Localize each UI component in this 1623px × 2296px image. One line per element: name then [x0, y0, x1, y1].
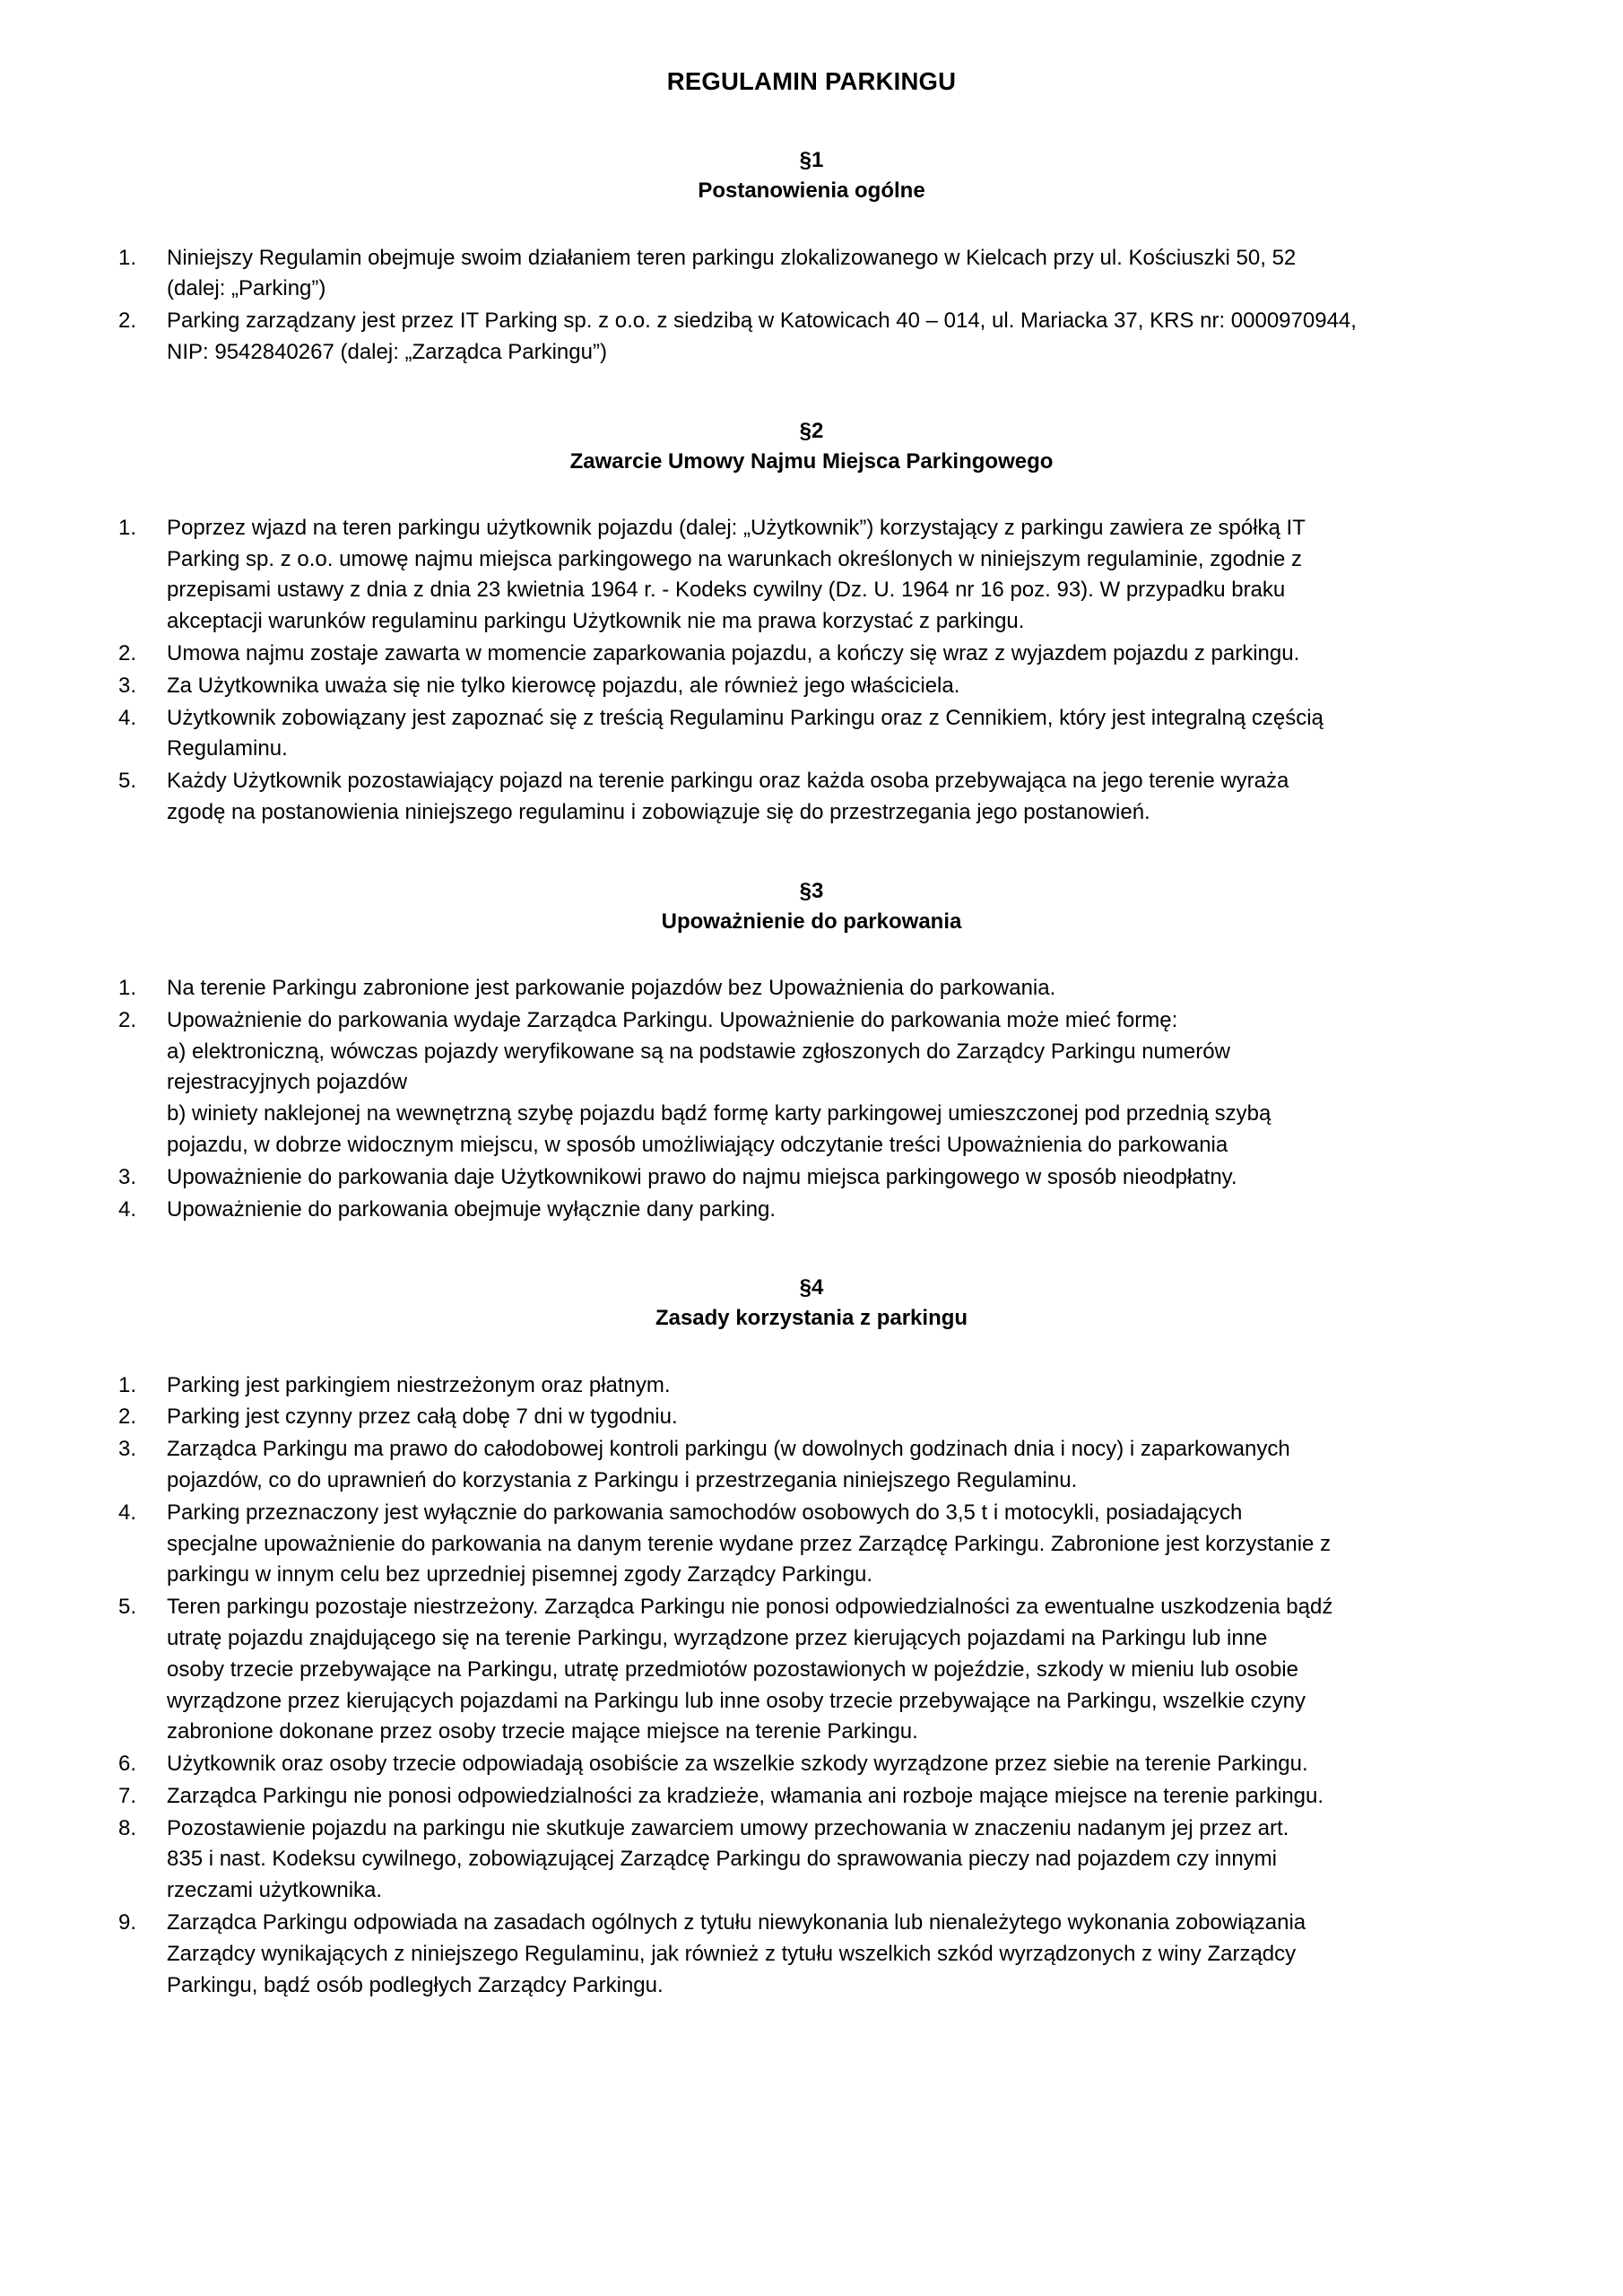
clause-number: 2.	[118, 1405, 137, 1430]
section-subtitle: Zawarcie Umowy Najmu Miejsca Parkingowego	[569, 448, 1054, 474]
clause-number: 1.	[118, 515, 137, 540]
clause-number: 3.	[118, 1164, 137, 1189]
clause-line: pojazdu, w dobrze widocznym miejscu, w sposób umożliwiający odczytanie treści Upoważnienia do parkowania	[167, 1132, 1228, 1157]
clause-number: 1.	[118, 245, 137, 270]
heading-spacer	[106, 483, 1517, 513]
clause-number: 8.	[118, 1815, 137, 1840]
clause-item	[106, 1749, 1517, 1780]
clause-line: Parking zarządzany jest przez IT Parking sp. z o.o. z siedzibą w Katowicach 40 – 014, ul. Mariacka 37, KRS nr: 0000970944,	[167, 309, 1357, 334]
clause-line: specjalne upoważnienie do parkowania na danym terenie wydane przez Zarządcę Parkingu. Zabronione jest korzystanie z	[167, 1531, 1332, 1556]
clause-item	[106, 306, 1517, 369]
clause-list	[106, 1370, 1517, 2002]
clause-list	[106, 973, 1517, 1225]
clause-number: 5.	[118, 769, 137, 794]
clause-number: 9.	[118, 1910, 137, 1935]
clause-line: przepisami ustawy z dnia z dnia 23 kwietnia 1964 r. - Kodeks cywilny (Dz. U. 1964 nr 16 poz. 93). W przypadku braku	[167, 578, 1286, 603]
heading-spacer	[106, 943, 1517, 973]
clause-list	[106, 513, 1517, 829]
clause-number: 6.	[118, 1752, 137, 1777]
document-section	[106, 416, 1517, 829]
section-heading	[106, 416, 1517, 477]
section-spacer	[106, 370, 1517, 416]
clause-number: 2.	[118, 1007, 137, 1032]
section-spacer	[106, 1226, 1517, 1273]
clause-item	[106, 1592, 1517, 1748]
clause-number: 4.	[118, 1500, 137, 1525]
clause-line: parkingu w innym celu bez uprzedniej pisemnej zgody Zarządcy Parkingu.	[167, 1562, 873, 1587]
clause-item	[106, 671, 1517, 702]
clause-line: b) winiety naklejonej na wewnętrzną szybę pojazdu bądź formę karty parkingowej umieszczonej pod przednią szybą	[167, 1101, 1271, 1126]
clause-line: zgodę na postanowienia niniejszego regulaminu i zobowiązuje się do przestrzegania jego postanowień.	[167, 800, 1150, 825]
clause-line: NIP: 9542840267 (dalej: „Zarządca Parkingu”)	[167, 339, 607, 364]
clause-item	[106, 639, 1517, 670]
section-heading	[106, 876, 1517, 937]
clause-line: rzeczami użytkownika.	[167, 1878, 383, 1903]
clause-line: Parking jest parkingiem niestrzeżonym oraz płatnym.	[167, 1372, 671, 1397]
clause-item	[106, 766, 1517, 829]
clause-line: Użytkownik oraz osoby trzecie odpowiadają osobiście za wszelkie szkody wyrządzone przez siebie na terenie Parkingu.	[167, 1752, 1308, 1777]
clause-item	[106, 1162, 1517, 1194]
clause-line: Parkingu, bądź osób podległych Zarządcy Parkingu.	[167, 1972, 664, 1997]
clause-number: 2.	[118, 641, 137, 666]
clause-number: 2.	[118, 309, 137, 334]
clause-line: Zarządca Parkingu nie ponosi odpowiedzialności za kradzieże, włamania ani rozboje mające miejsce na terenie parkingu.	[167, 1783, 1324, 1808]
clause-item	[106, 243, 1517, 306]
clause-line: Parking przeznaczony jest wyłącznie do parkowania samochodów osobowych do 3,5 t i motocykli, posiadających	[167, 1500, 1243, 1525]
clause-line: 835 i nast. Kodeksu cywilnego, zobowiązującej Zarządcę Parkingu do sprawowania pieczy nad pojazdem czy innymi	[167, 1847, 1277, 1872]
clause-line: Niniejszy Regulamin obejmuje swoim działaniem teren parkingu zlokalizowanego w Kielcach przy ul. Kościuszki 50, 52	[167, 245, 1297, 270]
section-subtitle: Postanowienia ogólne	[698, 178, 925, 204]
section-spacer	[106, 830, 1517, 876]
clause-number: 4.	[118, 705, 137, 730]
clause-line: Pozostawienie pojazdu na parkingu nie skutkuje zawarciem umowy przechowania w znaczeniu nadanym jej przez art.	[167, 1815, 1289, 1840]
section-symbol: §3	[799, 878, 824, 903]
clause-line: Użytkownik zobowiązany jest zapoznać się z treścią Regulaminu Parkingu oraz z Cennikiem, który jest integralną częścią	[167, 705, 1324, 730]
clause-item	[106, 1781, 1517, 1813]
clause-number: 1.	[118, 976, 137, 1000]
sections-container	[106, 145, 1517, 2001]
clause-item	[106, 1195, 1517, 1226]
clause-line: a) elektroniczną, wówczas pojazdy weryfikowane są na podstawie zgłoszonych do Zarządcy Parkingu numerów	[167, 1039, 1230, 1064]
clause-item	[106, 973, 1517, 1004]
section-subtitle: Upoważnienie do parkowania	[661, 909, 962, 934]
clause-number: 7.	[118, 1783, 137, 1808]
clause-line: pojazdów, co do uprawnień do korzystania z Parkingu i przestrzegania niniejszego Regulaminu.	[167, 1467, 1078, 1492]
clause-line: Poprzez wjazd na teren parkingu użytkownik pojazdu (dalej: „Użytkownik”) korzystający z parkingu zawiera ze spółką IT	[167, 515, 1306, 540]
section-symbol: §4	[799, 1275, 824, 1300]
clause-line: (dalej: „Parking”)	[167, 276, 326, 301]
clause-item	[106, 1813, 1517, 1907]
section-heading	[106, 1273, 1517, 1334]
clause-item	[106, 1370, 1517, 1402]
heading-spacer	[106, 1340, 1517, 1370]
clause-line: zabronione dokonane przez osoby trzecie mające miejsce na terenie Parkingu.	[167, 1719, 918, 1744]
document-section	[106, 876, 1517, 1226]
section-symbol: §1	[799, 148, 824, 173]
clause-line: Upoważnienie do parkowania daje Użytkownikowi prawo do najmu miejsca parkingowego w sposób nieodpłatny.	[167, 1164, 1237, 1189]
clause-line: Parking sp. z o.o. umowę najmu miejsca parkingowego na warunkach określonych w niniejszym regulaminie, zgodnie z	[167, 546, 1302, 571]
clause-item	[106, 1908, 1517, 2001]
clause-line: Zarządcy wynikających z niniejszego Regulaminu, jak również z tytułu wszelkich szkód wyrządzonych z winy Zarządcy	[167, 1941, 1297, 1966]
clause-number: 3.	[118, 1437, 137, 1462]
clause-line: Regulaminu.	[167, 736, 288, 761]
clause-item	[106, 1498, 1517, 1591]
clause-line: Zarządca Parkingu ma prawo do całodobowej kontroli parkingu (w dowolnych godzinach dnia i nocy) i zaparkowanych	[167, 1437, 1290, 1462]
clause-line: Zarządca Parkingu odpowiada na zasadach ogólnych z tytułu niewykonania lub nienależytego wykonania zobowiązania	[167, 1910, 1306, 1935]
clause-line: utratę pojazdu znajdującego się na terenie Parkingu, wyrządzone przez kierujących pojazdami na Parkingu lub inne	[167, 1625, 1268, 1650]
clause-line: Upoważnienie do parkowania obejmuje wyłącznie dany parking.	[167, 1196, 777, 1222]
clause-line: Parking jest czynny przez całą dobę 7 dni w tygodniu.	[167, 1405, 678, 1430]
page-title: REGULAMIN PARKINGU	[666, 67, 957, 95]
clause-item	[106, 1005, 1517, 1161]
clause-line: wyrządzone przez kierujących pojazdami na Parkingu lub inne osoby trzecie przebywające na Parkingu, wszelkie czyny	[167, 1688, 1306, 1713]
clause-number: 1.	[118, 1372, 137, 1397]
clause-item	[106, 513, 1517, 638]
clause-number: 3.	[118, 673, 137, 698]
clause-number: 5.	[118, 1595, 137, 1620]
clause-line: Za Użytkownika uważa się nie tylko kierowcę pojazdu, ale również jego właściciela.	[167, 673, 960, 698]
section-subtitle: Zasady korzystania z parkingu	[655, 1306, 968, 1331]
section-heading	[106, 145, 1517, 206]
clause-line: osoby trzecie przebywające na Parkingu, utratę przedmiotów pozostawionych w pojeździe, szkody w mieniu lub osobie	[167, 1657, 1298, 1682]
clause-item	[106, 1402, 1517, 1433]
document-section	[106, 145, 1517, 368]
clause-line: Umowa najmu zostaje zawarta w momencie zaparkowania pojazdu, a kończy się wraz z wyjazdem pojazdu z parkingu.	[167, 641, 1300, 666]
section-symbol: §2	[799, 418, 824, 443]
clause-number: 4.	[118, 1196, 137, 1222]
clause-list	[106, 243, 1517, 369]
clause-line: Upoważnienie do parkowania wydaje Zarządca Parkingu. Upoważnienie do parkowania może mieć formę:	[167, 1007, 1178, 1032]
clause-item	[106, 1434, 1517, 1497]
clause-line: Każdy Użytkownik pozostawiający pojazd na terenie parkingu oraz każda osoba przebywająca na jego terenie wyraża	[167, 769, 1289, 794]
clause-line: Na terenie Parkingu zabronione jest parkowanie pojazdów bez Upoważnienia do parkowania.	[167, 976, 1056, 1000]
clause-line: rejestracyjnych pojazdów	[167, 1070, 408, 1095]
document-section	[106, 1273, 1517, 2001]
clause-item	[106, 703, 1517, 766]
clause-line: Teren parkingu pozostaje niestrzeżony. Zarządca Parkingu nie ponosi odpowiedzialności za ewentualne uszkodzenia bądź	[167, 1595, 1333, 1620]
clause-line: akceptacji warunków regulaminu parkingu Użytkownik nie ma prawa korzystać z parkingu.	[167, 609, 1025, 634]
heading-spacer	[106, 213, 1517, 243]
